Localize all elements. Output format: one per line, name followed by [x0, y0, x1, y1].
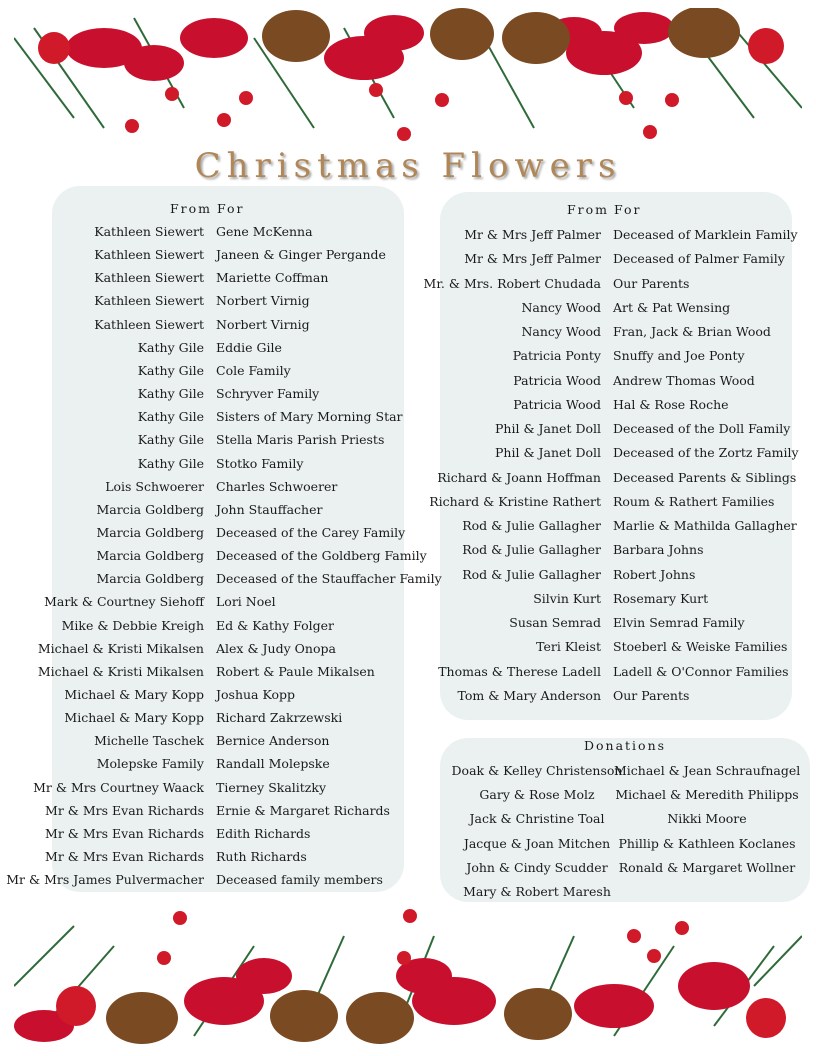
for-name: Snuffy and Joe Ponty	[613, 348, 745, 364]
donor-row	[0, 492, 816, 512]
top-garland-decoration	[14, 8, 802, 148]
for-name: Norbert Virnig	[216, 316, 310, 332]
for-name: Janeen & Ginger Pergande	[216, 247, 386, 263]
for-name: Elvin Semrad Family	[613, 615, 745, 630]
from-name: Rod & Julie Gallagher	[462, 518, 601, 533]
from-name: Marcia Goldberg	[96, 501, 204, 517]
for-name: Deceased of the Goldberg Family	[216, 548, 427, 564]
for-name: Cole Family	[216, 362, 291, 378]
from-name: Michael & Kristi Mikalsen	[37, 640, 204, 656]
from-name: Lois Schwoerer	[105, 478, 204, 494]
for-name: Ed & Kathy Folger	[216, 617, 334, 633]
from-name: Patricia Wood	[513, 396, 601, 412]
from-name: Rod & Julie Gallagher	[462, 542, 601, 558]
donation-name: Nikki Moore	[667, 811, 747, 827]
from-name: Richard & Joann Hoffman	[437, 469, 601, 485]
from-name: Patricia Ponty	[512, 348, 601, 364]
from-name: Michael & Kristi Mikalsen	[37, 663, 204, 679]
donor-row	[0, 395, 816, 415]
from-name: Rod & Julie Gallagher	[462, 566, 601, 582]
for-name: Charles Schwoerer	[216, 478, 338, 494]
for-name: Mariette Coffman	[216, 270, 329, 286]
from-name: Kathleen Siewert	[94, 224, 204, 239]
donor-row	[0, 540, 816, 560]
from-name: Mark & Courtney Siehoff	[44, 594, 204, 610]
right-from-header: From	[567, 202, 610, 217]
donor-row	[0, 298, 816, 318]
from-name: Kathy Gile	[137, 409, 204, 425]
from-name: Mr & Mrs Jeff Palmer	[464, 251, 601, 267]
donor-row	[0, 468, 816, 488]
for-name: Lori Noel	[216, 594, 276, 610]
for-name: Randall Molepske	[216, 756, 330, 772]
from-name: Richard & Kristine Rathert	[429, 493, 601, 509]
from-name: Kathleen Siewert	[94, 270, 204, 286]
donor-row	[0, 249, 816, 269]
from-name: Kathleen Siewert	[94, 316, 204, 332]
for-name: Ruth Richards	[216, 849, 307, 865]
from-name: Molepske Family	[96, 756, 204, 772]
poinsettia-leaves	[66, 12, 674, 81]
from-name: Mr & Mrs Jeff Palmer	[464, 227, 601, 242]
for-name: Deceased of Palmer Family	[613, 251, 785, 267]
for-name: Deceased of the Stauffacher Family	[216, 571, 442, 587]
from-name: Michelle Taschek	[94, 733, 204, 749]
from-name: Kathy Gile	[137, 432, 204, 448]
from-name: Marcia Goldberg	[96, 524, 204, 540]
from-name: Phil & Janet Doll	[495, 421, 601, 436]
for-name: Stella Maris Parish Priests	[216, 432, 385, 448]
from-name: Marcia Goldberg	[96, 571, 204, 587]
donations-title: Donations	[583, 738, 667, 753]
donation-name: Jacque & Joan Mitchen	[463, 835, 611, 851]
for-name: Sisters of Mary Morning Star	[216, 409, 403, 425]
from-name: Kathy Gile	[137, 455, 204, 471]
for-name: Joshua Kopp	[216, 687, 296, 702]
donor-row	[0, 708, 816, 728]
from-name: Mr & Mrs James Pulvermacher	[6, 872, 204, 888]
for-name: Eddie Gile	[216, 339, 282, 355]
for-name: Deceased family members	[216, 872, 383, 888]
for-name: Our Parents	[613, 687, 690, 703]
page-title: Christmas Flowers	[194, 146, 622, 186]
for-name: Barbara Johns	[613, 542, 704, 558]
donation-name: Michael & Jean Schraufnagel	[614, 763, 801, 778]
for-name: Deceased of the Doll Family	[613, 421, 791, 436]
for-name: Edith Richards	[216, 825, 311, 841]
for-name: Deceased of the Zortz Family	[613, 445, 799, 461]
from-name: Mr. & Mrs. Robert Chudada	[423, 275, 601, 291]
from-name: Kathleen Siewert	[94, 247, 204, 263]
from-name: Mr & Mrs Evan Richards	[45, 802, 204, 818]
donation-name: Phillip & Kathleen Koclanes	[618, 835, 796, 851]
for-name: Hal & Rose Roche	[613, 396, 729, 412]
for-name: Our Parents	[613, 275, 690, 291]
donor-row	[0, 371, 816, 391]
donor-row	[0, 419, 816, 439]
from-name: Mr & Mrs Evan Richards	[45, 825, 204, 841]
donor-row	[0, 686, 816, 706]
for-name: Roum & Rathert Families	[613, 493, 775, 509]
donor-row	[0, 322, 816, 342]
from-name: Phil & Janet Doll	[495, 445, 601, 461]
for-name: Gene McKenna	[216, 224, 313, 239]
from-name: Marcia Goldberg	[96, 548, 204, 564]
from-name: Michael & Mary Kopp	[64, 687, 204, 702]
from-name: Kathy Gile	[137, 386, 204, 402]
for-name: Ladell & O'Connor Families	[613, 663, 789, 679]
for-name: Rosemary Kurt	[613, 590, 709, 606]
donor-row	[0, 274, 816, 294]
from-name: Tom & Mary Anderson	[457, 687, 601, 703]
for-name: Deceased Parents & Siblings	[613, 469, 797, 485]
for-name: Alex & Judy Onopa	[216, 640, 336, 656]
from-name: Silvin Kurt	[533, 590, 601, 606]
donor-row	[0, 225, 816, 245]
from-name: Susan Semrad	[509, 615, 601, 630]
from-name: Nancy Wood	[521, 324, 601, 339]
from-name: Kathleen Siewert	[94, 293, 204, 309]
for-name: Richard Zakrzewski	[216, 710, 343, 726]
donation-name: Ronald & Margaret Wollner	[618, 859, 796, 875]
from-name: Kathy Gile	[137, 339, 204, 355]
from-name: Thomas & Therese Ladell	[438, 663, 601, 679]
for-name: Marlie & Mathilda Gallagher	[613, 518, 797, 533]
from-name: Mr & Mrs Evan Richards	[45, 849, 204, 865]
donor-row	[0, 346, 816, 366]
for-name: Stotko Family	[216, 455, 304, 471]
for-name: Norbert Virnig	[216, 293, 310, 309]
donor-row	[0, 443, 816, 463]
donation-name: Mary & Robert Maresh	[463, 884, 611, 899]
for-name: Deceased of Marklein Family	[613, 227, 798, 242]
for-name: Stoeberl & Weiske Families	[613, 639, 788, 655]
pine-cones	[106, 988, 572, 1044]
left-from-header: From	[170, 201, 213, 216]
donation-name: Jack & Christine Toal	[469, 811, 605, 827]
for-name: Robert Johns	[613, 566, 696, 582]
donation-name: Doak & Kelley Christenson	[451, 763, 623, 778]
donor-row	[0, 516, 816, 536]
for-name: Bernice Anderson	[216, 733, 330, 749]
donor-row	[0, 565, 816, 585]
for-name: Tierney Skalitzky	[216, 779, 327, 795]
from-name: Kathy Gile	[137, 362, 204, 378]
for-name: Robert & Paule Mikalsen	[216, 663, 375, 679]
for-name: Deceased of the Carey Family	[216, 524, 406, 540]
bottom-garland-decoration	[14, 906, 802, 1046]
donor-row	[0, 637, 816, 657]
donor-row	[0, 613, 816, 633]
from-name: Teri Kleist	[536, 639, 601, 655]
for-name: Art & Pat Wensing	[613, 299, 731, 315]
right-for-header: For	[614, 202, 642, 217]
for-name: Fran, Jack & Brian Wood	[613, 324, 771, 339]
left-for-header: For	[217, 201, 245, 216]
donor-row	[0, 662, 816, 682]
from-name: Patricia Wood	[513, 372, 601, 388]
for-name: Schryver Family	[216, 386, 320, 402]
donation-name: Michael & Meredith Philipps	[615, 787, 799, 803]
from-name: Nancy Wood	[521, 299, 601, 315]
from-name: Mike & Debbie Kreigh	[61, 617, 204, 633]
for-name: Andrew Thomas Wood	[613, 372, 755, 388]
donation-name: John & Cindy Scudder	[466, 859, 608, 875]
for-name: Ernie & Margaret Richards	[216, 802, 390, 818]
from-name: Mr & Mrs Courtney Waack	[33, 779, 204, 795]
from-name: Michael & Mary Kopp	[64, 710, 204, 726]
donor-row	[0, 589, 816, 609]
for-name: John Stauffacher	[216, 501, 323, 517]
donation-name: Gary & Rose Molz	[479, 787, 595, 803]
